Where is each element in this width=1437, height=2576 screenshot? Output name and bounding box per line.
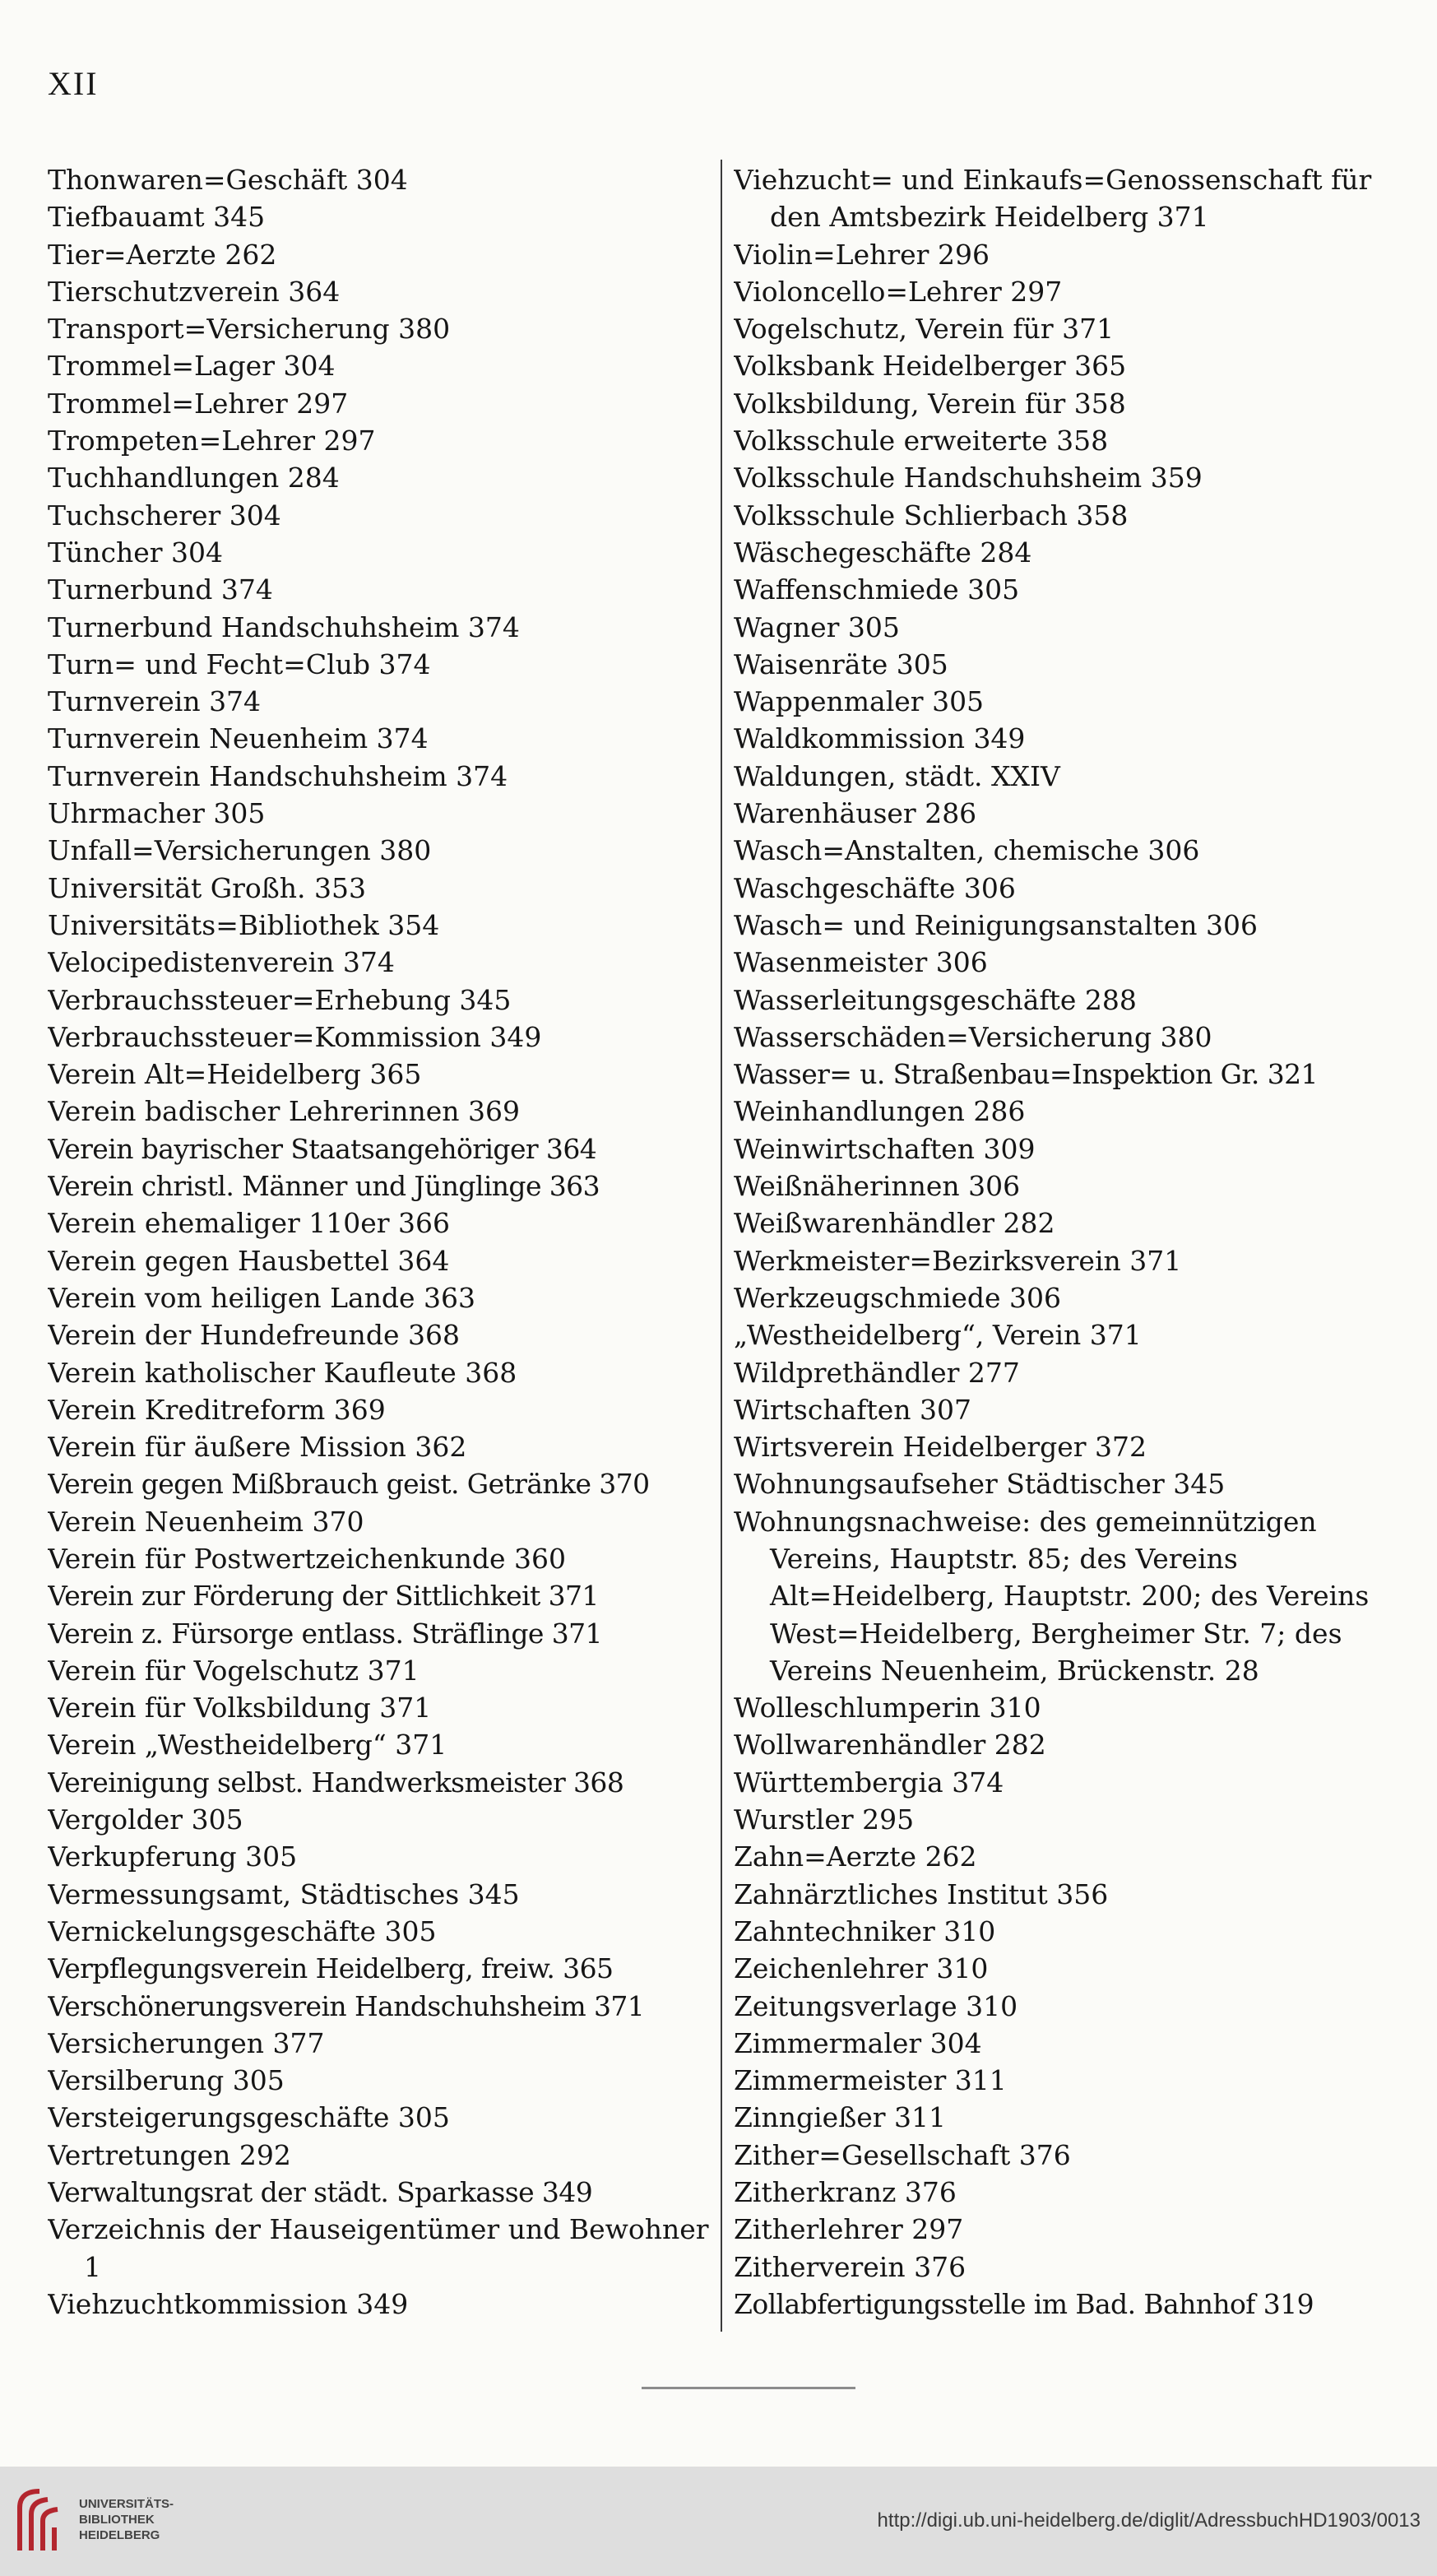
- index-entry: Weinwirtschaften 309: [734, 1132, 1036, 1165]
- index-entry: Verein vom heiligen Lande 363: [48, 1281, 476, 1314]
- end-rule: [642, 2387, 855, 2389]
- index-entry: Transport=Versicherung 380: [48, 313, 451, 346]
- index-entry: Wurstler 295: [734, 1803, 915, 1836]
- index-entry: Württembergia 374: [734, 1766, 1004, 1799]
- logo-line: UNIVERSITÄTS-: [79, 2497, 174, 2511]
- index-entry: Verein ehemaliger 110er 366: [48, 1207, 451, 1240]
- index-entry: Verein gegen Mißbrauch geist. Getränke 370: [48, 1468, 650, 1501]
- index-entry: Zahntechniker 310: [734, 1915, 996, 1947]
- index-entry: Werkmeister=Bezirksverein 371: [734, 1244, 1182, 1277]
- index-entry: Thonwaren=Geschäft 304: [48, 164, 408, 196]
- index-entry: Verein badischer Lehrerinnen 369: [48, 1095, 520, 1128]
- index-entry: Verein für Volksbildung 371: [48, 1692, 432, 1724]
- index-entry: Uhrmacher 305: [48, 797, 266, 830]
- index-entry: Tuchhandlungen 284: [48, 462, 340, 494]
- index-entry: Verkupferung 305: [48, 1840, 298, 1873]
- index-entry: Verein Alt=Heidelberg 365: [48, 1058, 422, 1091]
- index-entry: Trommel=Lager 304: [48, 350, 336, 383]
- logo-line: HEIDELBERG: [79, 2528, 160, 2542]
- index-entry: Tüncher 304: [48, 536, 224, 569]
- index-entry: Wagner 305: [734, 610, 900, 643]
- index-entry: Turnerbund 374: [48, 573, 273, 606]
- index-entry: Volksschule erweiterte 358: [734, 425, 1109, 457]
- library-logo-text: [79, 2496, 174, 2543]
- index-entry: Vogelschutz, Verein für 371: [734, 313, 1115, 346]
- index-entry: Verbrauchssteuer=Kommission 349: [48, 1020, 542, 1053]
- library-logo-icon: [15, 2486, 66, 2555]
- index-entry: Versicherungen 377: [48, 2026, 325, 2059]
- index-entry: Verzeichnis der Hauseigentümer und Bewohner 1: [48, 2213, 709, 2283]
- index-entry: Waldungen, städt. XXIV: [734, 759, 1060, 792]
- index-entry: Zimmermaler 304: [734, 2026, 982, 2059]
- index-entry: Verein Kreditreform 369: [48, 1393, 386, 1426]
- index-entry: Zahnärztliches Institut 356: [734, 1877, 1109, 1910]
- page-number: XII: [48, 65, 99, 102]
- index-entry: Verein zur Förderung der Sittlichkeit 371: [48, 1580, 599, 1613]
- index-entry: Trommel=Lehrer 297: [48, 387, 349, 420]
- index-entry: Universitäts=Bibliothek 354: [48, 908, 440, 941]
- index-entry: Zahn=Aerzte 262: [734, 1840, 977, 1873]
- index-entry: Verein bayrischer Staatsangehöriger 364: [48, 1132, 597, 1165]
- index-entry: Wäschegeschäfte 284: [734, 536, 1032, 569]
- index-entry: Tier=Aerzte 262: [48, 238, 277, 271]
- index-entry: Wollwarenhändler 282: [734, 1729, 1046, 1761]
- index-entry: Weißwarenhändler 282: [734, 1207, 1055, 1240]
- index-entry: Wohnungsaufseher Städtischer 345: [734, 1468, 1226, 1501]
- index-entry: Zitherkranz 376: [734, 2176, 957, 2209]
- index-entry: Vernickelungsgeschäfte 305: [48, 1915, 437, 1947]
- index-entry: Warenhäuser 286: [734, 797, 977, 830]
- index-entry: Verein gegen Hausbettel 364: [48, 1244, 450, 1277]
- index-entry: Waldkommission 349: [734, 722, 1026, 755]
- index-entry: Turnverein Neuenheim 374: [48, 722, 429, 755]
- index-entry: Vermessungsamt, Städtisches 345: [48, 1877, 520, 1910]
- index-entry: Vergolder 305: [48, 1803, 243, 1836]
- index-entry: Versilberung 305: [48, 2064, 285, 2097]
- index-entry: Wolleschlumperin 310: [734, 1692, 1041, 1724]
- index-entry: Waffenschmiede 305: [734, 573, 1020, 606]
- index-entry: Zitherlehrer 297: [734, 2213, 964, 2246]
- index-entry: Verein katholischer Kaufleute 368: [48, 1356, 517, 1389]
- index-entry: Verein der Hundefreunde 368: [48, 1319, 460, 1352]
- index-entry: Verschönerungsverein Handschuhsheim 371: [48, 1989, 645, 2022]
- index-entry: Tiefbauamt 345: [48, 201, 266, 234]
- index-entry: Violoncello=Lehrer 297: [734, 275, 1063, 308]
- index-entry: Wohnungsnachweise: des gemeinnützigen Vereins, Hauptstr. 85; des Vereins Alt=Heidelberg, Hauptstr. 200; des Vereins West=Heidelberg, Bergheimer Str. 7; des Vereins Neuenheim, Brückenstr. 28: [734, 1505, 1370, 1687]
- index-entry: Zimmermeister 311: [734, 2064, 1007, 2097]
- index-entry: Verein z. Fürsorge entlass. Sträflinge 371: [48, 1617, 602, 1650]
- index-entry: „Westheidelberg“, Verein 371: [734, 1319, 1142, 1352]
- index-entry: Waisenräte 305: [734, 647, 948, 680]
- index-entry: Wasserschäden=Versicherung 380: [734, 1020, 1212, 1053]
- index-entry: Wasserleitungsgeschäfte 288: [734, 983, 1137, 1016]
- index-entry: Wirtschaften 307: [734, 1393, 972, 1426]
- index-entry: Verbrauchssteuer=Erhebung 345: [48, 983, 512, 1016]
- index-entry: Volksbank Heidelberger 365: [734, 350, 1127, 383]
- index-entry: Wildprethändler 277: [734, 1356, 1020, 1389]
- index-entry: Volksschule Handschuhsheim 359: [734, 462, 1203, 494]
- index-entry: Violin=Lehrer 296: [734, 238, 990, 271]
- index-column-right: [734, 161, 1408, 2323]
- index-entry: Trompeten=Lehrer 297: [48, 425, 376, 457]
- index-entry: Verein christl. Männer und Jünglinge 363: [48, 1170, 600, 1203]
- index-entry: Tierschutzverein 364: [48, 275, 341, 308]
- index-entry: Verein für Postwertzeichenkunde 360: [48, 1542, 567, 1575]
- column-divider: [721, 160, 722, 2332]
- index-entry: Vertretungen 292: [48, 2138, 291, 2171]
- index-entry: Viehzuchtkommission 349: [48, 2287, 409, 2320]
- index-entry: Zeitungsverlage 310: [734, 1989, 1018, 2022]
- index-entry: Viehzucht= und Einkaufs=Genossenschaft für den Amtsbezirk Heidelberg 371: [734, 164, 1372, 234]
- index-entry: Verein Neuenheim 370: [48, 1505, 364, 1538]
- index-entry: Verwaltungsrat der städt. Sparkasse 349: [48, 2176, 593, 2209]
- index-entry: Wappenmaler 305: [734, 685, 985, 718]
- index-entry: Zinngießer 311: [734, 2101, 947, 2134]
- index-entry: Vereinigung selbst. Handwerksmeister 368: [48, 1766, 624, 1799]
- viewer-footer: [0, 2467, 1437, 2576]
- index-entry: Verein „Westheidelberg“ 371: [48, 1729, 447, 1761]
- index-column-left: [48, 161, 714, 2323]
- index-entry: Volksbildung, Verein für 358: [734, 387, 1126, 420]
- index-entry: Wasch= und Reinigungsanstalten 306: [734, 908, 1258, 941]
- index-entry: Werkzeugschmiede 306: [734, 1281, 1061, 1314]
- index-entry: Zeichenlehrer 310: [734, 1952, 989, 1985]
- index-entry: Wirtsverein Heidelberger 372: [734, 1431, 1147, 1464]
- index-entry: Zither=Gesellschaft 376: [734, 2138, 1071, 2171]
- index-entry: Verein für Vogelschutz 371: [48, 1654, 420, 1687]
- index-entry: Versteigerungsgeschäfte 305: [48, 2101, 450, 2134]
- index-entry: Wasenmeister 306: [734, 946, 988, 979]
- source-url-link[interactable]: http://digi.ub.uni-heidelberg.de/diglit/AdressbuchHD1903/0013: [877, 2509, 1421, 2532]
- index-entry: Wasser= u. Straßenbau=Inspektion Gr. 321: [734, 1058, 1318, 1091]
- index-entry: Turnverein Handschuhsheim 374: [48, 759, 508, 792]
- index-entry: Volksschule Schlierbach 358: [734, 499, 1129, 531]
- index-entry: Weinhandlungen 286: [734, 1095, 1026, 1128]
- index-entry: Weißnäherinnen 306: [734, 1170, 1021, 1203]
- index-entry: Wasch=Anstalten, chemische 306: [734, 834, 1200, 867]
- index-entry: Zitherverein 376: [734, 2250, 966, 2283]
- index-entry: Unfall=Versicherungen 380: [48, 834, 432, 867]
- logo-line: BIBLIOTHEK: [79, 2513, 155, 2527]
- index-entry: Zollabfertigungsstelle im Bad. Bahnhof 319: [734, 2287, 1314, 2320]
- index-entry: Turnerbund Handschuhsheim 374: [48, 610, 520, 643]
- index-entry: Verein für äußere Mission 362: [48, 1431, 467, 1464]
- index-entry: Universität Großh. 353: [48, 871, 367, 904]
- index-entry: Velocipedistenverein 374: [48, 946, 395, 979]
- index-entry: Turn= und Fecht=Club 374: [48, 647, 431, 680]
- index-entry: Verpflegungsverein Heidelberg, freiw. 365: [48, 1952, 614, 1985]
- index-entry: Turnverein 374: [48, 685, 262, 718]
- index-entry: Waschgeschäfte 306: [734, 871, 1016, 904]
- index-entry: Tuchscherer 304: [48, 499, 281, 531]
